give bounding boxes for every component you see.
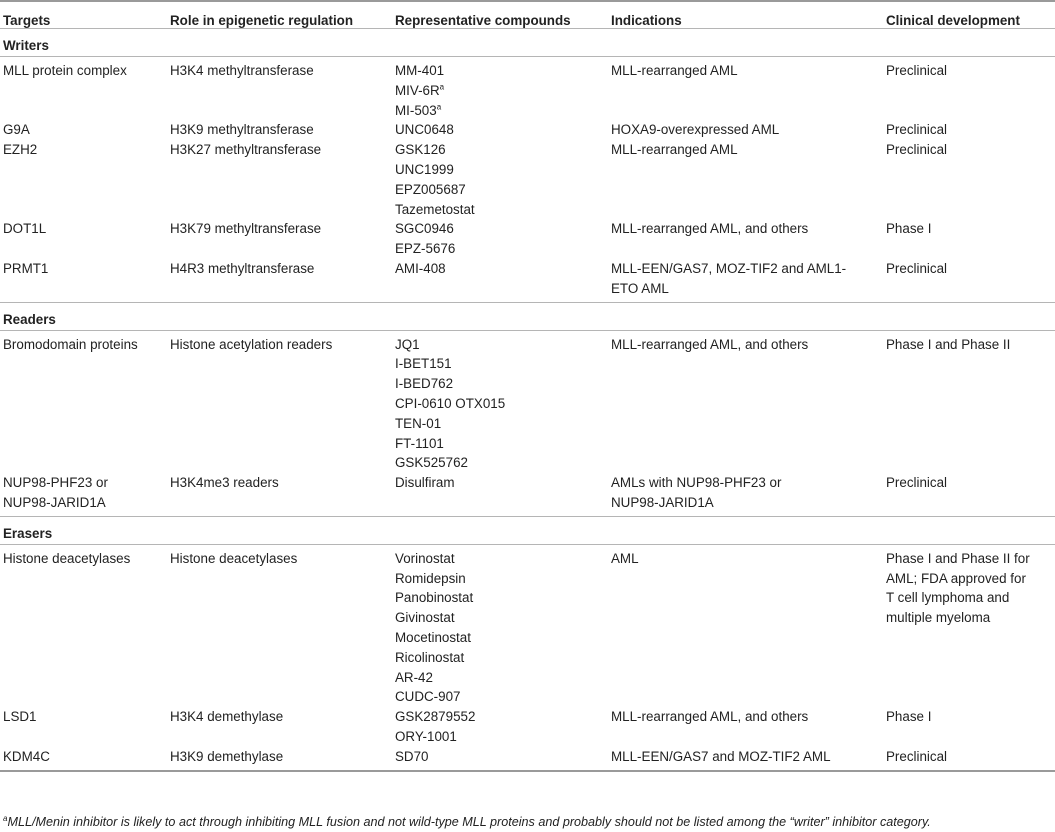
cell-compounds-text: EPZ005687 [395, 181, 466, 197]
cell-target-text: PRMT1 [3, 260, 49, 276]
cell-indications [608, 140, 883, 219]
cell-target [0, 747, 167, 771]
cell-clinical-text: T cell lymphoma and [886, 590, 1010, 606]
cell-indications [608, 544, 883, 707]
cell-target-text: Bromodomain proteins [3, 336, 138, 352]
header-compounds: Representative compounds [395, 13, 571, 28]
cell-clinical [883, 120, 1055, 140]
cell-compounds-line [395, 414, 608, 434]
cell-compounds-text: Ricolinostat [395, 649, 465, 665]
cell-clinical-line [886, 120, 1055, 140]
table-row [0, 140, 1055, 219]
table-row [0, 473, 1055, 516]
cell-compounds-line [395, 120, 608, 140]
cell-indications-line [611, 219, 883, 239]
cell-compounds-line [395, 588, 608, 608]
cell-compounds-text: CPI-0610 OTX015 [395, 395, 506, 411]
cell-compounds-line [395, 200, 608, 220]
cell-role-text: H3K4 methyltransferase [170, 63, 314, 78]
cell-compounds-line [395, 727, 608, 747]
cell-compounds-text: UNC1999 [395, 161, 454, 177]
cell-clinical-line [886, 569, 1055, 589]
cell-compounds-line [395, 668, 608, 688]
cell-role-text: H3K4me3 readers [170, 475, 279, 491]
cell-compounds-line [395, 101, 608, 121]
cell-target-line [3, 335, 167, 355]
cell-compounds-text: GSK2879552 [395, 709, 476, 725]
cell-clinical-text: multiple myeloma [886, 610, 991, 626]
cell-target-text: G9A [3, 122, 30, 138]
cell-clinical-line [886, 588, 1055, 608]
cell-compounds-line [395, 219, 608, 239]
cell-compounds-line [395, 374, 608, 394]
cell-target [0, 330, 167, 473]
cell-role [167, 140, 392, 219]
section-title: Readers [0, 302, 1055, 330]
cell-indications [608, 747, 883, 771]
cell-role-line [170, 61, 392, 81]
cell-clinical [883, 140, 1055, 219]
cell-compounds-line [395, 687, 608, 707]
table-row [0, 259, 1055, 302]
cell-role-line [170, 140, 392, 160]
cell-indications [608, 330, 883, 473]
table-row [0, 707, 1055, 747]
cell-compounds-text: Vorinostat [395, 550, 455, 566]
table-row [0, 219, 1055, 259]
cell-role-line [170, 120, 392, 140]
cell-compounds-line [395, 569, 608, 589]
cell-clinical [883, 544, 1055, 707]
cell-compounds-line [395, 747, 608, 767]
cell-clinical [883, 707, 1055, 747]
cell-compounds [392, 544, 608, 707]
cell-compounds-text: Romidepsin [395, 570, 466, 586]
cell-indications-line [611, 473, 883, 493]
cell-compounds-text: MI-503 [395, 102, 437, 118]
cell-compounds [392, 747, 608, 771]
cell-role-text: H3K4 demethylase [170, 709, 284, 725]
cell-clinical-line [886, 335, 1055, 355]
cell-role [167, 259, 392, 302]
cell-compounds-text: Givinostat [395, 610, 455, 626]
cell-clinical-line [886, 608, 1055, 628]
cell-indications [608, 473, 883, 516]
cell-compounds-text: AMI-408 [395, 260, 446, 276]
cell-role [167, 330, 392, 473]
cell-role-line [170, 259, 392, 279]
header-role: Role in epigenetic regulation [170, 13, 354, 28]
cell-compounds-text: SGC0946 [395, 221, 454, 237]
cell-compounds-text: I-BET151 [395, 356, 452, 372]
cell-target-text: LSD1 [3, 709, 37, 725]
cell-role-line [170, 707, 392, 727]
cell-compounds-line [395, 140, 608, 160]
cell-clinical-text: Phase I and Phase II [886, 336, 1011, 352]
cell-clinical-line [886, 707, 1055, 727]
cell-clinical [883, 330, 1055, 473]
cell-clinical-line [886, 61, 1055, 81]
table-row [0, 330, 1055, 473]
section-header-row [0, 516, 1055, 544]
cell-compounds-line [395, 180, 608, 200]
cell-compounds-line [395, 434, 608, 454]
cell-target [0, 544, 167, 707]
cell-target-line [3, 747, 167, 767]
cell-role-text: H3K79 methyltransferase [170, 221, 322, 237]
cell-compounds [392, 259, 608, 302]
cell-role-text: Histone acetylation readers [170, 336, 333, 352]
cell-compounds-text: Mocetinostat [395, 629, 471, 645]
section-header-row [0, 29, 1055, 57]
cell-indications-line [611, 335, 883, 355]
cell-compounds-line [395, 394, 608, 414]
cell-role-text: H3K9 methyltransferase [170, 122, 314, 138]
cell-compounds [392, 473, 608, 516]
footnote-ref-marker: a [439, 82, 445, 92]
cell-target-text: EZH2 [3, 142, 38, 158]
cell-role-line [170, 549, 392, 569]
cell-indications [608, 219, 883, 259]
cell-role-text: H3K9 demethylase [170, 748, 284, 764]
cell-clinical-text: Preclinical [886, 260, 948, 276]
cell-target [0, 259, 167, 302]
cell-indications-text: MLL-EEN/GAS7 and MOZ-TIF2 AML [611, 748, 831, 764]
cell-target [0, 120, 167, 140]
cell-compounds-text: Panobinostat [395, 590, 474, 606]
cell-indications-line [611, 61, 883, 81]
cell-compounds-text: EPZ-5676 [395, 241, 456, 257]
cell-role [167, 747, 392, 771]
cell-indications-line [611, 120, 883, 140]
cell-clinical [883, 259, 1055, 302]
cell-role [167, 120, 392, 140]
cell-compounds-line [395, 473, 608, 493]
cell-role [167, 219, 392, 259]
cell-role [167, 544, 392, 707]
cell-compounds-text: ORY-1001 [395, 728, 457, 744]
footnote [3, 815, 931, 829]
cell-target [0, 140, 167, 219]
cell-indications-text: NUP98-JARID1A [611, 494, 714, 510]
cell-compounds-text: MM-401 [395, 63, 445, 78]
cell-compounds-line [395, 81, 608, 101]
cell-target-text: KDM4C [3, 748, 50, 764]
cell-target [0, 57, 167, 121]
cell-indications [608, 120, 883, 140]
cell-compounds-text: MIV-6R [395, 82, 440, 98]
footnote-text: MLL/Menin inhibitor is likely to act through inhibiting MLL fusion and not wild-type MLL proteins and probably should not be listed among the “writer” inhibitor category. [7, 815, 931, 829]
cell-indications-line [611, 493, 883, 513]
cell-indications-text: MLL-rearranged AML, and others [611, 709, 809, 725]
cell-target-line [3, 140, 167, 160]
cell-indications [608, 57, 883, 121]
cell-compounds [392, 707, 608, 747]
cell-compounds [392, 120, 608, 140]
cell-compounds-line [395, 160, 608, 180]
cell-target-text: NUP98-JARID1A [3, 494, 106, 510]
cell-clinical-text: Preclinical [886, 63, 948, 78]
cell-clinical-line [886, 549, 1055, 569]
cell-compounds [392, 330, 608, 473]
cell-indications-text: MLL-rearranged AML [611, 63, 738, 78]
cell-compounds-text: Disulfiram [395, 475, 455, 491]
table-row [0, 57, 1055, 121]
header-clinical-development: Clinical development [886, 13, 1020, 28]
cell-compounds-text: UNC0648 [395, 122, 454, 138]
cell-indications-text: MLL-rearranged AML, and others [611, 221, 809, 237]
cell-clinical-text: Preclinical [886, 122, 948, 138]
cell-clinical [883, 747, 1055, 771]
cell-indications-line [611, 259, 883, 279]
cell-clinical-line [886, 747, 1055, 767]
table-body [0, 29, 1055, 771]
cell-target-line [3, 493, 167, 513]
cell-target-line [3, 707, 167, 727]
cell-indications-text: MLL-rearranged AML, and others [611, 336, 809, 352]
section-title: Erasers [0, 516, 1055, 544]
cell-indications [608, 259, 883, 302]
section-title: Writers [0, 29, 1055, 57]
cell-compounds-line [395, 335, 608, 355]
cell-role-line [170, 747, 392, 767]
table-row [0, 120, 1055, 140]
cell-compounds-text: JQ1 [395, 336, 420, 352]
cell-indications-line [611, 140, 883, 160]
header-row [0, 1, 1055, 29]
cell-role-text: H3K27 methyltransferase [170, 142, 322, 158]
cell-clinical [883, 219, 1055, 259]
cell-clinical-line [886, 140, 1055, 160]
cell-target-line [3, 120, 167, 140]
cell-target [0, 707, 167, 747]
section-header-row [0, 302, 1055, 330]
cell-clinical-line [886, 259, 1055, 279]
cell-clinical-text: Preclinical [886, 142, 948, 158]
cell-target-line [3, 549, 167, 569]
cell-target-line [3, 473, 167, 493]
footnote-marker: a [3, 813, 8, 823]
cell-indications-text: HOXA9-overexpressed AML [611, 122, 780, 138]
cell-compounds-text: CUDC-907 [395, 689, 461, 705]
cell-clinical-text: Preclinical [886, 748, 948, 764]
cell-compounds-text: I-BED762 [395, 376, 454, 392]
cell-compounds [392, 57, 608, 121]
cell-indications-text: AMLs with NUP98-PHF23 or [611, 475, 782, 491]
cell-indications-line [611, 707, 883, 727]
cell-compounds-line [395, 628, 608, 648]
cell-compounds-text: FT-1101 [395, 435, 444, 451]
cell-compounds-line [395, 61, 608, 81]
cell-role [167, 57, 392, 121]
cell-target-line [3, 259, 167, 279]
cell-compounds-line [395, 453, 608, 473]
cell-clinical [883, 473, 1055, 516]
cell-clinical-text: Phase I and Phase II for [886, 550, 1030, 566]
cell-target-text: DOT1L [3, 221, 47, 237]
cell-role-line [170, 473, 392, 493]
cell-compounds-line [395, 259, 608, 279]
cell-compounds-line [395, 239, 608, 259]
cell-target-line [3, 61, 167, 81]
cell-indications-text: AML [611, 550, 639, 566]
cell-compounds-line [395, 549, 608, 569]
cell-compounds-text: GSK126 [395, 142, 446, 158]
cell-indications [608, 707, 883, 747]
cell-target-text: NUP98-PHF23 or [3, 475, 108, 491]
table-row [0, 544, 1055, 707]
cell-target [0, 219, 167, 259]
cell-compounds [392, 219, 608, 259]
cell-compounds [392, 140, 608, 219]
cell-compounds-text: TEN-01 [395, 415, 442, 431]
cell-compounds-text: GSK525762 [395, 455, 468, 471]
table-row [0, 747, 1055, 771]
cell-clinical [883, 57, 1055, 121]
cell-indications-text: MLL-EEN/GAS7, MOZ-TIF2 and AML1- [611, 260, 847, 276]
cell-role-line [170, 335, 392, 355]
cell-compounds-line [395, 354, 608, 374]
cell-clinical-text: Phase I [886, 709, 932, 725]
cell-indications-text: MLL-rearranged AML [611, 142, 738, 158]
cell-indications-line [611, 279, 883, 299]
cell-role-line [170, 219, 392, 239]
cell-clinical-line [886, 473, 1055, 493]
cell-clinical-line [886, 219, 1055, 239]
cell-compounds-text: AR-42 [395, 669, 433, 685]
header-targets: Targets [3, 13, 51, 28]
cell-role [167, 707, 392, 747]
cell-compounds-line [395, 648, 608, 668]
cell-clinical-text: Phase I [886, 221, 932, 237]
cell-compounds-line [395, 707, 608, 727]
cell-indications-text: ETO AML [611, 280, 669, 296]
cell-target-text: Histone deacetylases [3, 550, 131, 566]
cell-compounds-text: Tazemetostat [395, 201, 475, 217]
cell-role-text: Histone deacetylases [170, 550, 298, 566]
cell-clinical-text: AML; FDA approved for [886, 570, 1026, 586]
cell-indications-line [611, 747, 883, 767]
cell-target-line [3, 219, 167, 239]
cell-target [0, 473, 167, 516]
footnote-ref-marker: a [436, 102, 442, 112]
cell-role-text: H4R3 methyltransferase [170, 260, 315, 276]
cell-target-text: MLL protein complex [3, 63, 127, 78]
cell-clinical-text: Preclinical [886, 475, 948, 491]
table-header [0, 1, 1055, 29]
cell-indications-line [611, 549, 883, 569]
cell-role [167, 473, 392, 516]
cell-compounds-line [395, 608, 608, 628]
cell-compounds-text: SD70 [395, 748, 429, 764]
header-indications: Indications [611, 13, 682, 28]
